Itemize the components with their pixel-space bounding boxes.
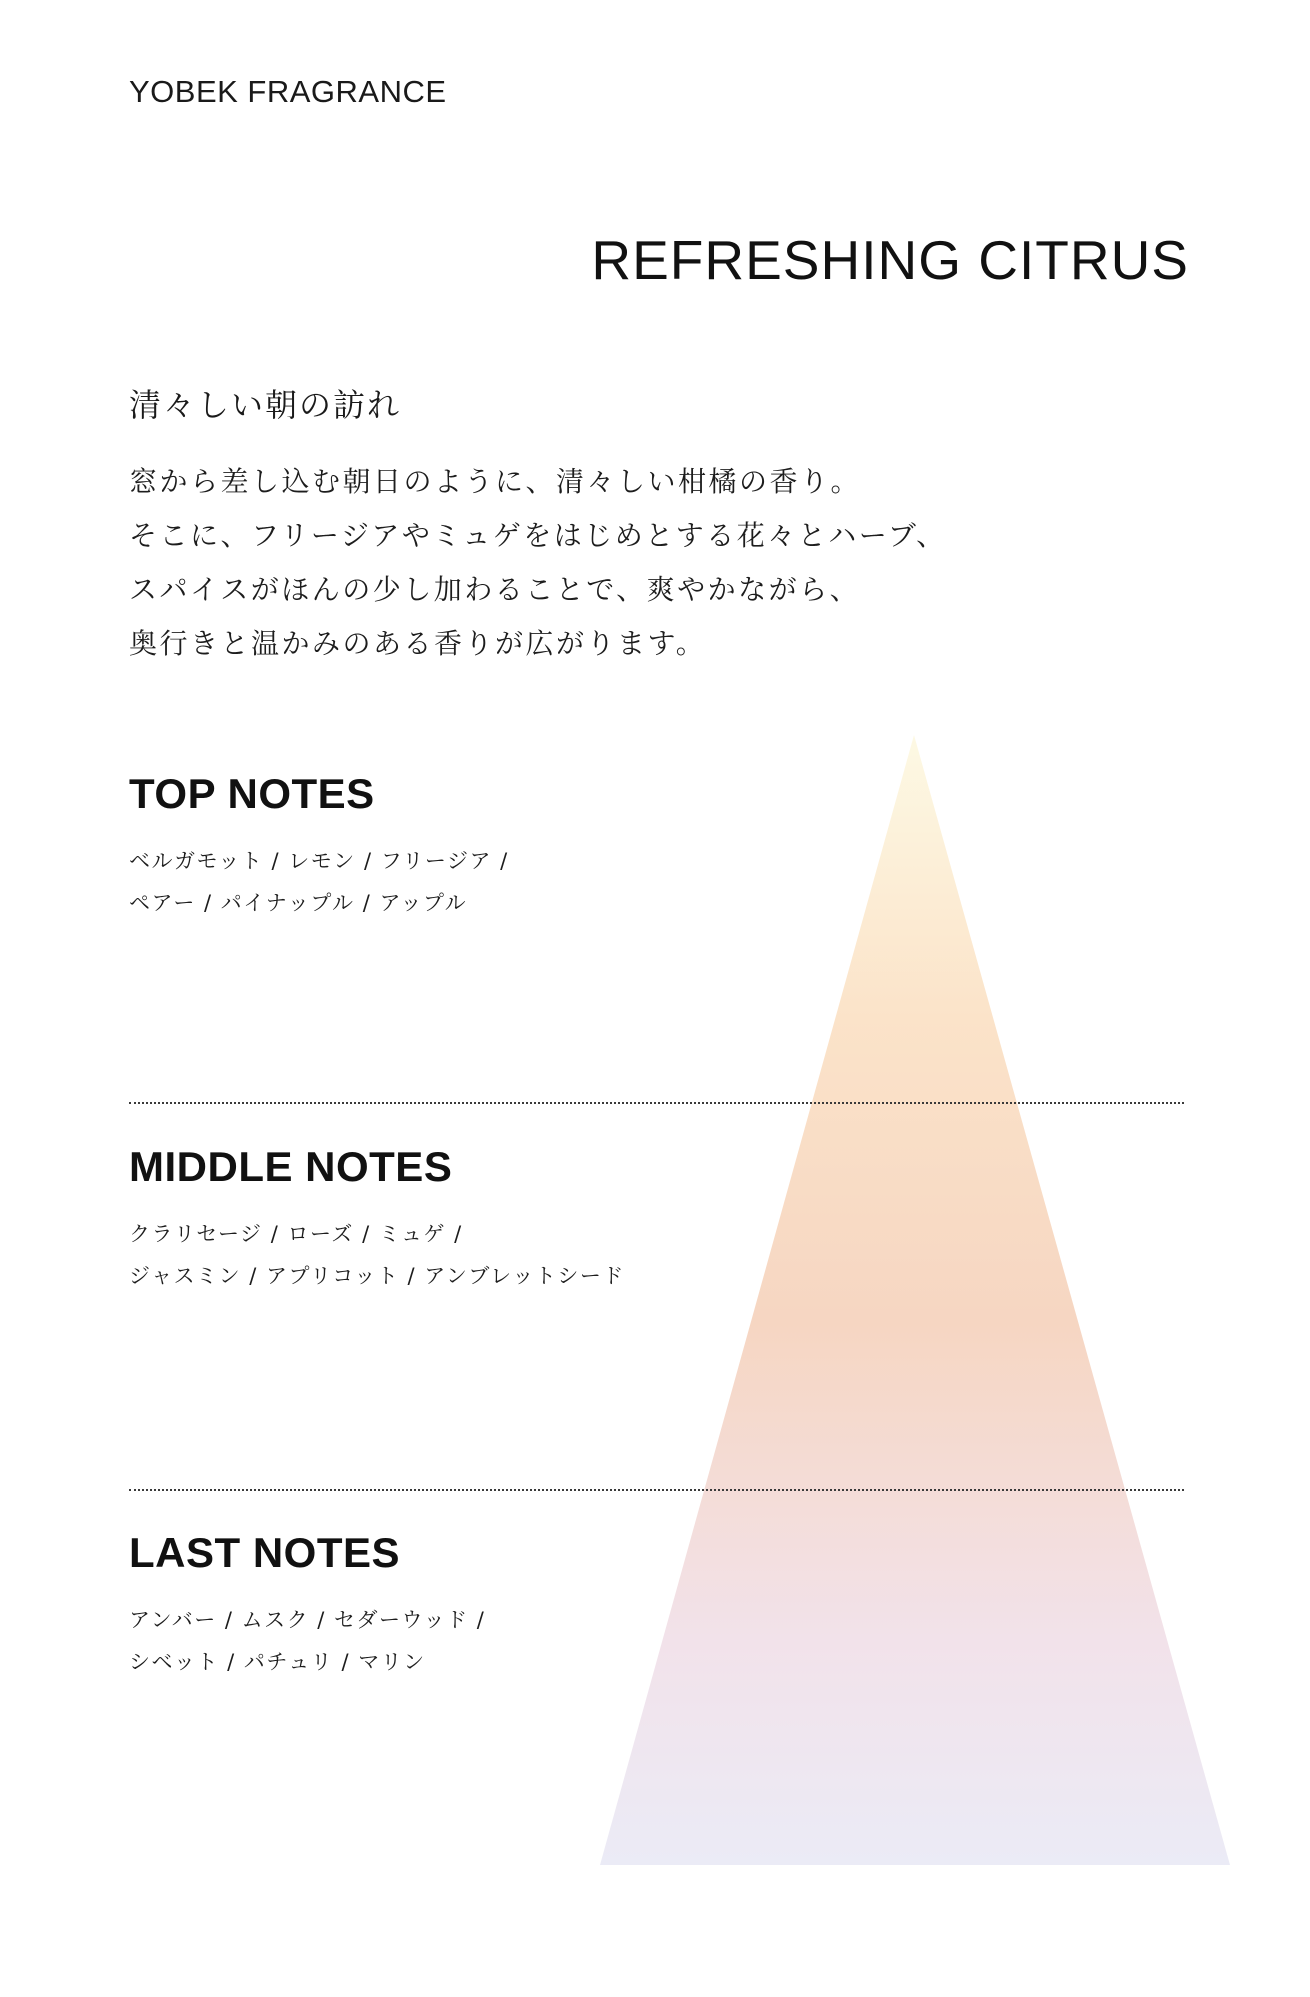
brand-name: YOBEK FRAGRANCE (129, 74, 447, 109)
section-divider (129, 1102, 1184, 1104)
middle-notes-section (129, 1143, 625, 1297)
middle-notes-heading: MIDDLE NOTES (129, 1143, 453, 1190)
notes-line: ペアー / パイナップル / アップル (129, 891, 468, 915)
intro-line: 窓から差し込む朝日のように、清々しい柑橘の香り。 (129, 465, 862, 498)
top-notes-section (129, 770, 509, 924)
top-notes-list (129, 840, 509, 924)
page-title: REFRESHING CITRUS (591, 229, 1189, 291)
notes-line: ベルガモット / レモン / フリージア / (129, 849, 509, 873)
top-notes-heading: TOP NOTES (129, 770, 375, 817)
intro-line: 奥行きと温かみのある香りが広がります。 (129, 627, 707, 660)
subtitle: 清々しい朝の訪れ (129, 386, 402, 424)
section-divider (129, 1489, 1184, 1491)
last-notes-section (129, 1529, 485, 1683)
last-notes-heading: LAST NOTES (129, 1529, 401, 1576)
fragrance-pyramid-graphic (600, 735, 1230, 1865)
notes-line: シベット / パチュリ / マリン (129, 1650, 426, 1674)
pyramid-shape (600, 735, 1230, 1865)
notes-line: クラリセージ / ローズ / ミュゲ / (129, 1222, 463, 1246)
last-notes-list (129, 1599, 485, 1683)
intro-line: そこに、フリージアやミュゲをはじめとする花々とハーブ、 (129, 519, 947, 552)
middle-notes-list (129, 1213, 625, 1297)
intro-line: スパイスがほんの少し加わることで、爽やかながら、 (129, 573, 861, 606)
intro-text (129, 455, 1029, 671)
notes-line: アンバー / ムスク / セダーウッド / (129, 1608, 486, 1632)
notes-line: ジャスミン / アプリコット / アンブレットシード (129, 1264, 625, 1288)
